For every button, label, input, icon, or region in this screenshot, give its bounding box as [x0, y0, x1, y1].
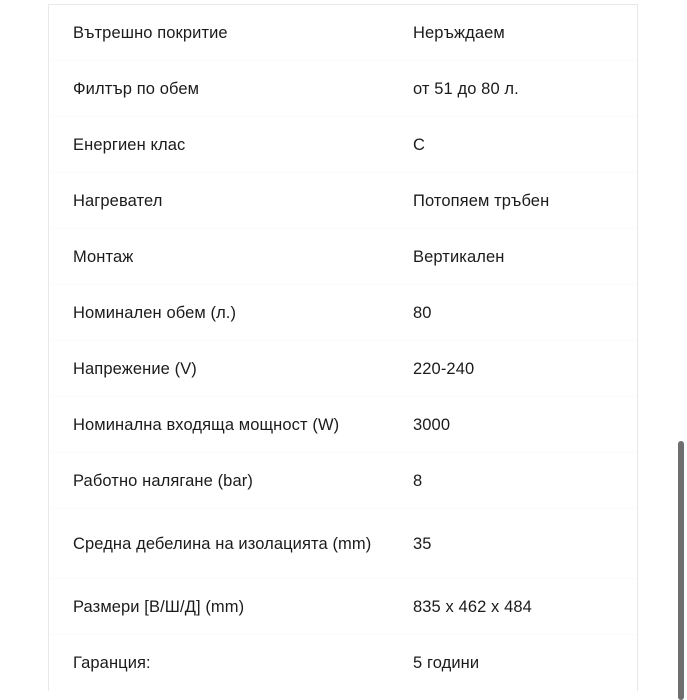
spec-value: 35 [413, 534, 432, 553]
table-row [49, 5, 637, 61]
spec-label: Работно налягане (bar) [73, 471, 253, 490]
spec-value: Потопяем тръбен [413, 191, 550, 210]
spec-label: Гаранция: [73, 654, 151, 672]
table-row [49, 285, 637, 341]
table-row [49, 635, 637, 691]
spec-label: Номинална входяща мощност (W) [73, 415, 340, 434]
spec-value: 220-240 [413, 359, 475, 378]
spec-value: Неръждаем [413, 23, 505, 42]
spec-label: Номинален обем (л.) [73, 303, 237, 322]
spec-label: Енергиен клас [73, 135, 186, 154]
spec-label: Вътрешно покритие [73, 23, 228, 42]
table-row [49, 509, 637, 579]
spec-value: 835 x 462 x 484 [413, 597, 532, 616]
vertical-scrollbar-track[interactable] [675, 0, 687, 700]
spec-label: Филтър по обем [73, 79, 200, 98]
table-row [49, 341, 637, 397]
table-row [49, 173, 637, 229]
table-row [49, 579, 637, 635]
spec-value: 5 години [413, 654, 480, 672]
spec-label: Средна дебелина на изолацията (mm) [73, 534, 372, 553]
table-row [49, 117, 637, 173]
spec-value: C [413, 135, 426, 154]
spec-label: Напрежение (V) [73, 359, 197, 378]
spec-value: Вертикален [413, 247, 505, 266]
spec-value: 8 [413, 471, 423, 490]
spec-label: Размери [В/Ш/Д] (mm) [73, 597, 245, 616]
table-row [49, 453, 637, 509]
specification-table [48, 4, 638, 691]
spec-value: от 51 до 80 л. [413, 79, 519, 98]
spec-label: Нагревател [73, 191, 163, 210]
spec-value: 80 [413, 303, 432, 322]
table-row [49, 229, 637, 285]
vertical-scrollbar-thumb[interactable] [678, 441, 684, 700]
spec-label: Монтаж [73, 247, 134, 266]
table-row [49, 61, 637, 117]
table-row [49, 397, 637, 453]
spec-value: 3000 [413, 415, 451, 434]
